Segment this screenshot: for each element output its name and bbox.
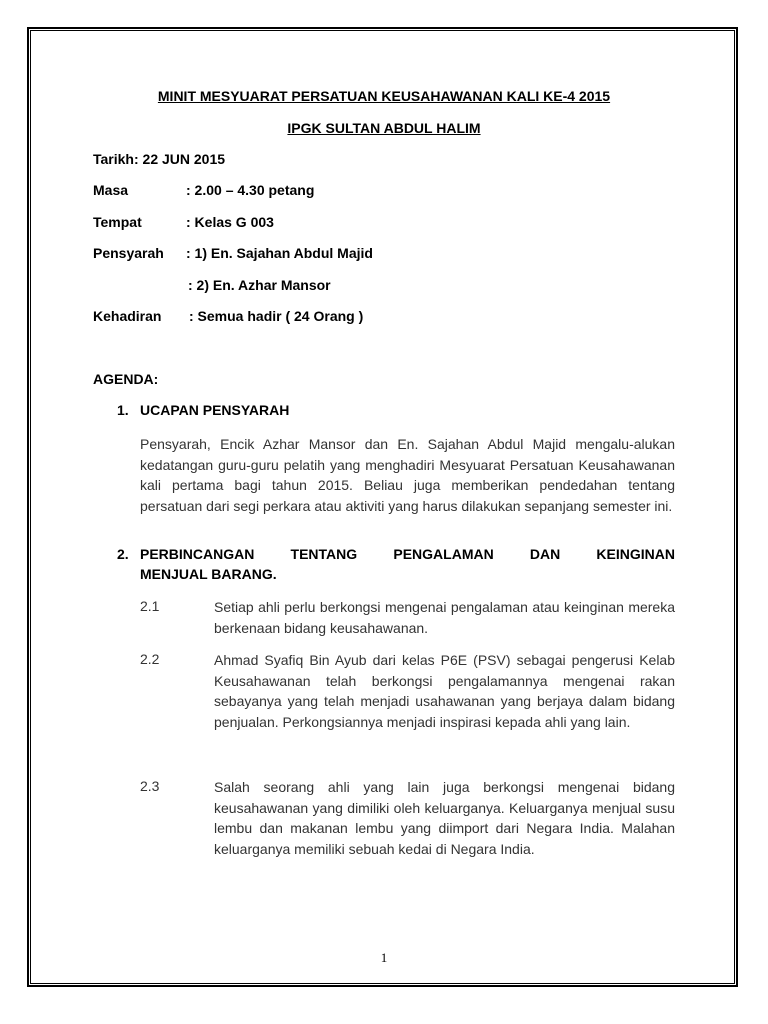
item2-heading-line1: PERBINCANGAN TENTANG PENGALAMAN DAN KEINGINAN [140, 546, 675, 562]
agenda-heading: AGENDA: [93, 371, 159, 387]
subitem-number: 2.2 [140, 651, 160, 667]
item1-number: 1. [117, 402, 129, 418]
item2-number: 2. [117, 546, 129, 562]
meta-masa-value: : 2.00 – 4.30 petang [186, 182, 315, 198]
subitem-text: Salah seorang ahli yang lain juga berkongsi mengenai bidang keusahawanan yang dimiliki oleh keluarganya. Keluarganya menjual susu lembu dan makanan lembu yang diimport dari Negara India. Malahan keluarganya memiliki sebuah kedai di Negara India. [214, 779, 675, 857]
meta-masa-label: Masa [93, 182, 129, 198]
subitem-number: 2.3 [140, 778, 160, 794]
subitem-text: Ahmad Syafiq Bin Ayub dari kelas P6E (PSV) sebagai pengerusi Kelab Keusahawanan telah berkongsi pengalamannya mengenai rakan sebayanya yang telah menjadi usahawanan yang berjaya dalam bidang penjualan. Perkongsiannya menjadi inspirasi kepada ahli yang lain. [214, 652, 675, 730]
meta-tempat-value: : Kelas G 003 [186, 214, 274, 230]
meta-pensyarah-value1: : 1) En. Sajahan Abdul Majid [186, 245, 373, 261]
meta-kehadiran-label: Kehadiran [93, 308, 162, 324]
meta-tarikh: Tarikh: 22 JUN 2015 [93, 151, 226, 167]
meta-pensyarah-label: Pensyarah [93, 245, 164, 261]
item2-heading-line2: MENJUAL BARANG. [140, 566, 277, 582]
meta-kehadiran-value: : Semua hadir ( 24 Orang ) [189, 308, 364, 324]
subitem-text: Setiap ahli perlu berkongsi mengenai pengalaman atau keinginan mereka berkenaan bidang keusahawanan. [214, 599, 675, 636]
meta-tempat-label: Tempat [93, 214, 142, 230]
item1-heading: UCAPAN PENSYARAH [140, 402, 290, 418]
item1-paragraph: Pensyarah, Encik Azhar Mansor dan En. Sajahan Abdul Majid mengalu-alukan kedatangan guru-guru pelatih yang menghadiri Mesyuarat Persatuan Keusahawanan kali pertama bagi tahun 2015. Beliau juga memberikan pendedahan tentang persatuan dari segi perkara atau aktiviti yang harus dilakukan sepanjang semester ini. [140, 436, 675, 514]
page-number: 1 [380, 950, 388, 965]
meta-pensyarah-value2: : 2) En. Azhar Mansor [188, 277, 331, 293]
subitem-number: 2.1 [140, 598, 160, 614]
document-subtitle: IPGK SULTAN ABDUL HALIM [287, 120, 481, 136]
document-title: MINIT MESYUARAT PERSATUAN KEUSAHAWANAN KALI KE-4 2015 [157, 88, 611, 104]
